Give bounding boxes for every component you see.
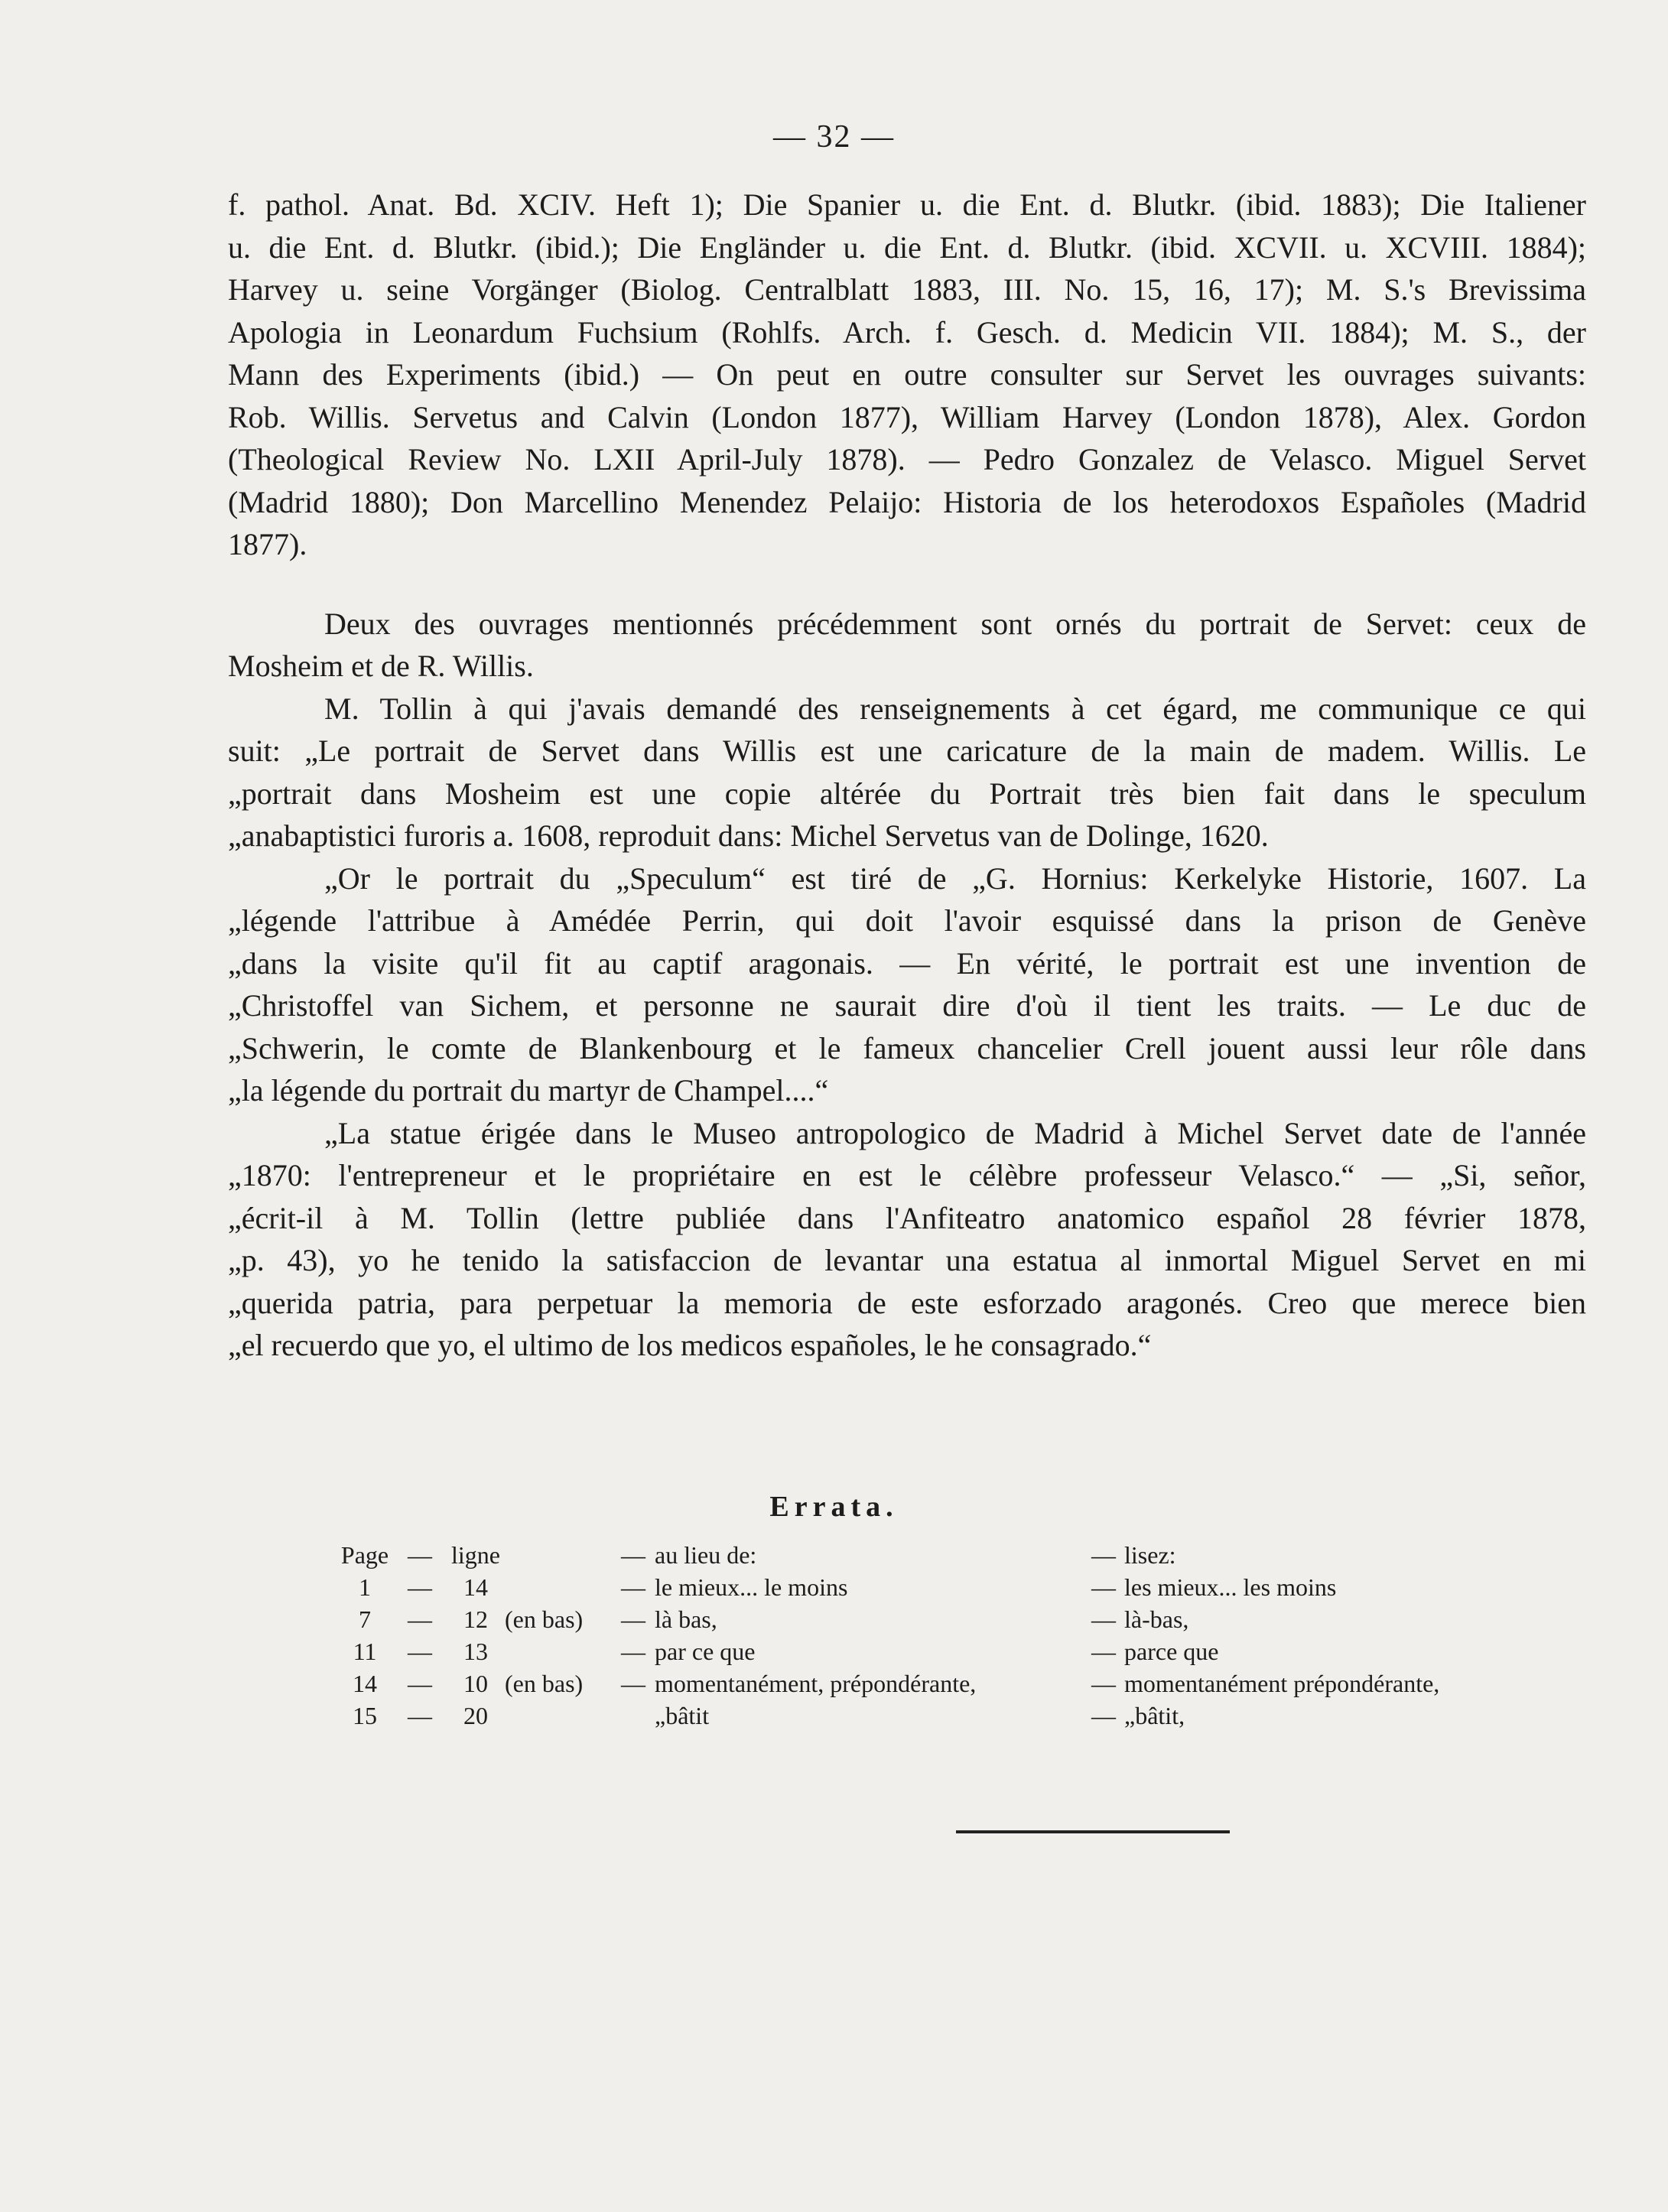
- closing-rule: [956, 1830, 1230, 1833]
- text-line: „el recuerdo que yo, el ultimo de los medicos españoles, le he consagrado.“: [228, 1328, 1152, 1362]
- errata-au-lieu: par ce que: [655, 1637, 756, 1665]
- text-line: (Theological Review No. LXII April-July 1878). — Pedro Gonzalez de Velasco. Miguel Servet: [228, 442, 1586, 477]
- text-line: „La statue érigée dans le Museo antropologico de Madrid à Michel Servet date de l'année: [324, 1115, 1586, 1150]
- text-line: Deux des ouvrages mentionnés précédemment sont ornés du portrait de Servet: ceux de: [324, 606, 1586, 641]
- errata-header-ligne: ligne: [451, 1540, 500, 1569]
- errata-lisez: „bâtit,: [1124, 1701, 1185, 1729]
- text-line: „anabaptistici furoris a. 1608, reproduit dans: Michel Servetus van de Dolinge, 1620.: [228, 818, 1269, 853]
- errata-header-enbas: [505, 1539, 612, 1571]
- text-line: 1877).: [228, 527, 307, 561]
- body-text: [228, 184, 1586, 1367]
- text-line: „légende l'attribue à Amédée Perrin, qui doit l'avoir esquissé dans la prison de Genève: [228, 903, 1586, 938]
- errata-page: 1: [359, 1573, 371, 1601]
- text-line: „la légende du portrait du martyr de Champel....“: [228, 1073, 829, 1108]
- paragraph-statue: [228, 1112, 1586, 1367]
- errata-dash: —: [1091, 1701, 1116, 1729]
- errata-au-lieu: „bâtit: [655, 1701, 710, 1729]
- errata-dash: —: [621, 1605, 645, 1633]
- errata-ligne: 12: [463, 1605, 488, 1633]
- errata-lisez: momentanément prépondérante,: [1124, 1669, 1440, 1697]
- errata-title: Errata.: [769, 1491, 899, 1523]
- text-line: Rob. Willis. Servetus and Calvin (London 1877), William Harvey (London 1878), Alex. Gordon: [228, 399, 1586, 434]
- errata-dash: —: [1091, 1573, 1116, 1601]
- errata-au-lieu: là bas,: [655, 1605, 717, 1633]
- errata-ligne: 13: [463, 1637, 488, 1665]
- errata-page: 15: [353, 1701, 377, 1729]
- errata-header-row: [337, 1539, 1445, 1571]
- errata-dash: [612, 1700, 655, 1732]
- errata-table: [337, 1539, 1445, 1732]
- errata-dash: —: [408, 1669, 432, 1697]
- errata-dash: —: [408, 1605, 432, 1633]
- errata-header-lisez: lisez:: [1124, 1540, 1176, 1569]
- text-line: Apologia in Leonardum Fuchsium (Rohlfs. Arch. f. Gesch. d. Medicin VII. 1884); M. S., der: [228, 314, 1586, 350]
- paragraph-references: [228, 184, 1586, 566]
- text-line: „dans la visite qu'il fit au captif aragonais. — En vérité, le portrait est une invention de: [228, 945, 1586, 981]
- text-line: „écrit-il à M. Tollin (lettre publiée dans l'Anfiteatro anatomico español 28 février 1878,: [228, 1200, 1586, 1235]
- text-line: Mosheim et de R. Willis.: [228, 649, 534, 683]
- errata-enbas: [505, 1700, 612, 1732]
- errata-dash: —: [621, 1669, 645, 1697]
- errata-row: [337, 1603, 1445, 1635]
- text-line: Mann des Experiments (ibid.) — On peut en outre consulter sur Servet les ouvrages suivants:: [228, 357, 1586, 392]
- errata-lisez: là-bas,: [1124, 1605, 1189, 1633]
- page-number: — 32 —: [773, 119, 895, 155]
- errata-ligne: 20: [463, 1701, 488, 1729]
- errata-dash: —: [1091, 1540, 1116, 1569]
- errata-page: 11: [353, 1637, 377, 1665]
- errata-row: [337, 1700, 1445, 1732]
- text-line: suit: „Le portrait de Servet dans Willis est une caricature de la main de madem. Willis. Le: [228, 734, 1586, 768]
- errata-ligne: 14: [463, 1573, 488, 1601]
- text-line: u. die Ent. d. Blutkr. (ibid.); Die Engländer u. die Ent. d. Blutkr. (ibid. XCVII. u. XCVIII. 1884);: [228, 229, 1586, 265]
- errata-enbas: [505, 1635, 612, 1667]
- errata-header-page: Page: [340, 1540, 389, 1569]
- errata-row: [337, 1667, 1445, 1700]
- errata-dash: —: [1091, 1605, 1116, 1633]
- errata-lisez: les mieux... les moins: [1124, 1573, 1337, 1601]
- errata-dash: —: [408, 1540, 432, 1569]
- errata-dash: —: [621, 1540, 645, 1569]
- errata-dash: —: [1091, 1669, 1116, 1697]
- errata-lisez: parce que: [1124, 1637, 1219, 1665]
- errata-dash: —: [1091, 1637, 1116, 1665]
- errata-dash: —: [621, 1637, 645, 1665]
- errata-enbas: [505, 1571, 612, 1603]
- text-line: M. Tollin à qui j'avais demandé des renseignements à cet égard, me communique ce qui: [324, 691, 1586, 726]
- errata-ligne: 10: [463, 1669, 488, 1697]
- text-line: „Schwerin, le comte de Blankenbourg et le fameux chancelier Crell jouent aussi leur rôle dans: [228, 1030, 1586, 1065]
- text-line: „1870: l'entrepreneur et le propriétaire en est le célèbre professeur Velasco.“ — „Si, señor,: [228, 1158, 1586, 1192]
- errata-dash: —: [621, 1573, 645, 1601]
- text-line: „Christoffel van Sichem, et personne ne saurait dire d'où il tient les traits. — Le duc de: [228, 988, 1586, 1023]
- paragraph-portraits: [228, 603, 1586, 688]
- errata-page: 14: [353, 1669, 377, 1697]
- paragraph-tollin: [228, 688, 1586, 857]
- errata-row: [337, 1571, 1445, 1603]
- errata-au-lieu: momentanément, prépondérante,: [655, 1669, 977, 1697]
- errata-enbas: (en bas): [505, 1605, 584, 1633]
- errata-row: [337, 1635, 1445, 1667]
- paragraph-speculum: [228, 857, 1586, 1112]
- text-line: Harvey u. seine Vorgänger (Biolog. Centralblatt 1883, III. No. 15, 16, 17); M. S.'s Brevissima: [228, 272, 1586, 307]
- text-line: „querida patria, para perpetuar la memoria de este esforzado aragonés. Creo que merece bien: [228, 1285, 1586, 1320]
- text-line: f. pathol. Anat. Bd. XCIV. Heft 1); Die Spanier u. die Ent. d. Blutkr. (ibid. 1883); Die Italiener: [228, 187, 1586, 222]
- errata-header-au-lieu: au lieu de:: [655, 1540, 757, 1569]
- text-line: „p. 43), yo he tenido la satisfaccion de levantar una estatua al inmortal Miguel Servet en mi: [228, 1243, 1586, 1277]
- errata-dash: —: [408, 1701, 432, 1729]
- errata-page: 7: [359, 1605, 371, 1633]
- text-line: (Madrid 1880); Don Marcellino Menendez Pelaijo: Historia de los heterodoxos Españoles (Madrid: [228, 484, 1586, 519]
- text-line: „portrait dans Mosheim est une copie altérée du Portrait très bien fait dans le speculum: [228, 776, 1586, 811]
- errata-dash: —: [408, 1637, 432, 1665]
- text-line: „Or le portrait du „Speculum“ est tiré de „G. Hornius: Kerkelyke Historie, 1607. La: [324, 860, 1586, 896]
- errata-dash: —: [408, 1573, 432, 1601]
- errata-enbas: (en bas): [505, 1669, 584, 1697]
- errata-au-lieu: le mieux... le moins: [655, 1573, 848, 1601]
